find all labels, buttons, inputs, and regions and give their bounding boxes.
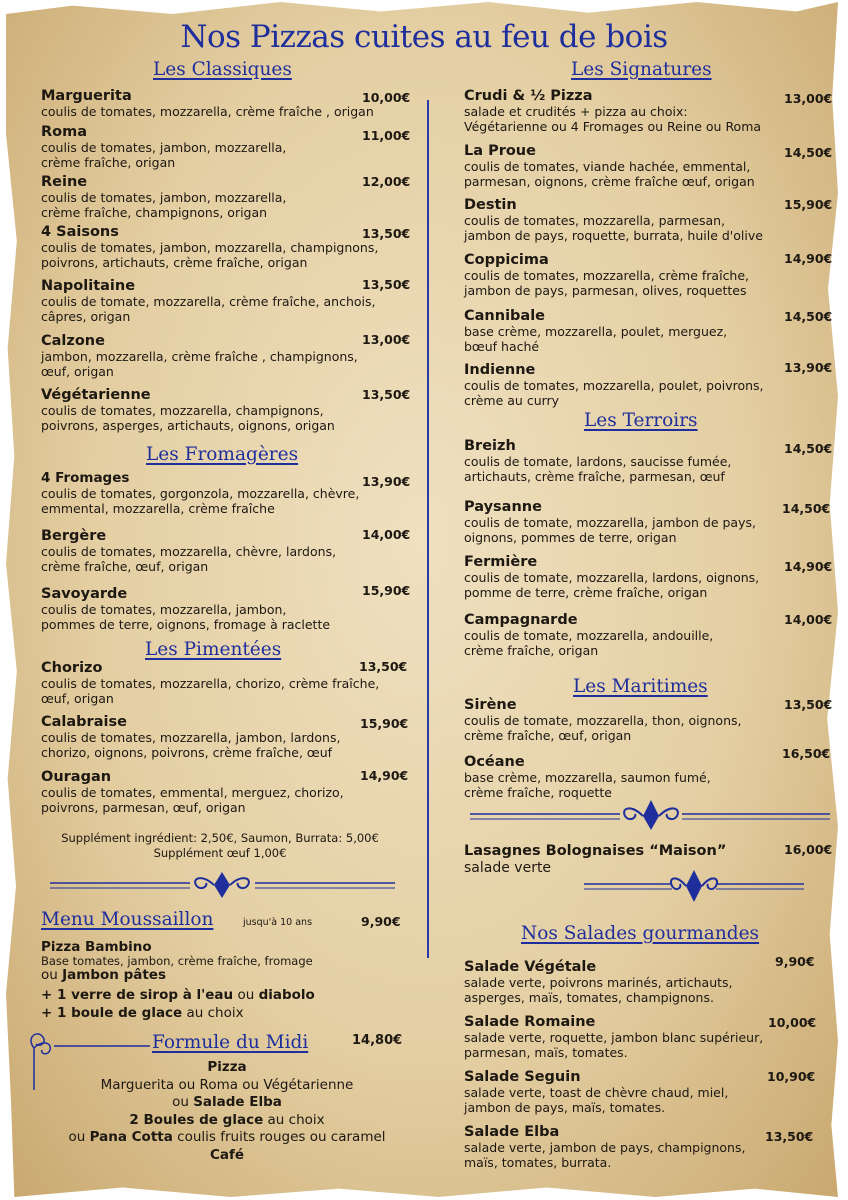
item-price: 14,90€ <box>784 559 833 574</box>
item-coppicima <box>464 252 834 298</box>
item-ouragan <box>41 769 411 815</box>
item-desc: salade verte, toast de chèvre chaud, miel, jambon de pays, maïs, tomates. <box>464 1085 729 1115</box>
item-price: 13,50€ <box>765 1129 814 1144</box>
item-price: 15,90€ <box>362 583 411 598</box>
heading-signatures: Les Signatures <box>571 59 712 80</box>
midi-coulis: coulis fruits rouges ou caramel <box>177 1129 386 1145</box>
item-desc: jambon, mozzarella, crème fraîche , champignons, œuf, origan <box>41 349 358 379</box>
item-price: 13,50€ <box>362 226 411 241</box>
item-desc: coulis de tomate, lardons, saucisse fumée, artichauts, crème fraîche, parmesan, œuf <box>464 454 732 484</box>
midi-cafe: Café <box>209 1146 245 1163</box>
moussaillon-drink <box>41 988 315 1003</box>
item-name: Salade Seguin <box>464 1069 581 1085</box>
item-name: Lasagnes Bolognaises “Maison” <box>464 843 727 859</box>
midi-pizza: Pizza <box>207 1059 247 1075</box>
item-name: Océane <box>464 754 525 770</box>
item-name: Indienne <box>464 362 536 378</box>
item-fermiere <box>464 554 834 600</box>
item-name: Roma <box>41 124 88 140</box>
item-price: 13,50€ <box>362 277 411 292</box>
or-text: ou <box>237 987 255 1003</box>
item-crudi <box>464 88 834 134</box>
item-salade-elba <box>464 1124 834 1170</box>
item-name: Végétarienne <box>41 387 151 403</box>
diabolo-text: diabolo <box>258 987 315 1003</box>
item-name: Savoyarde <box>41 586 128 602</box>
item-name: Calzone <box>41 333 105 349</box>
heading-salades: Nos Salades gourmandes <box>521 923 760 944</box>
item-price: 14,00€ <box>362 527 411 542</box>
heading-formule-midi: Formule du Midi <box>152 1032 309 1053</box>
item-price: 14,90€ <box>360 768 409 783</box>
age-note: jusqu'à 10 ans <box>243 917 313 928</box>
jambon-pates: Jambon pâtes <box>62 967 166 983</box>
item-price: 13,90€ <box>362 474 411 489</box>
item-desc: coulis de tomates, jambon, mozzarella, crème fraîche, champignons, origan <box>41 190 287 220</box>
item-desc: coulis de tomates, mozzarella, chèvre, lardons, crème fraîche, œuf, origan <box>41 544 337 574</box>
item-name: Salade Elba <box>464 1124 560 1140</box>
item-price: 13,00€ <box>784 91 833 106</box>
item-price: 14,50€ <box>784 309 833 324</box>
midi-choices: Marguerita ou Roma ou Végétarienne <box>100 1076 354 1093</box>
item-desc: coulis de tomates, mozzarella, crème fraîche , origan <box>41 104 374 119</box>
item-price: 15,90€ <box>360 716 409 731</box>
item-roma <box>41 124 411 170</box>
item-la-proue <box>464 143 834 189</box>
item-desc: coulis de tomates, mozzarella, jambon, lardons, chorizo, oignons, poivrons, crème fraîche, œuf <box>41 730 341 760</box>
heading-pimentees: Les Pimentées <box>145 639 282 660</box>
item-salade-vegetale <box>464 954 834 1005</box>
item-name: 4 Saisons <box>41 224 119 240</box>
item-name: Chorizo <box>41 660 103 676</box>
item-desc: coulis de tomates, jambon, mozzarella, crème fraîche, origan <box>41 140 287 170</box>
moussaillon-pizza-block <box>41 940 313 983</box>
heading-moussaillon: Menu Moussaillon <box>41 909 214 930</box>
item-chorizo <box>41 660 411 706</box>
heading-fromageres: Les Fromagères <box>146 444 299 465</box>
item-marguerita <box>41 88 411 120</box>
item-price: 14,00€ <box>784 612 833 627</box>
item-price: 14,50€ <box>784 145 833 160</box>
item-desc: base crème, mozzarella, poulet, merguez, bœuf haché <box>464 324 728 354</box>
heading-terroirs: Les Terroirs <box>584 410 698 431</box>
item-price: 12,00€ <box>362 174 411 189</box>
column-divider <box>427 100 429 958</box>
moussaillon-price: 9,90€ <box>361 914 401 929</box>
or-text: ou <box>68 1129 86 1145</box>
au-choix-text: au choix <box>267 1111 325 1128</box>
item-name: Coppicima <box>464 252 549 268</box>
item-name: Crudi & ½ Pizza <box>464 88 593 104</box>
item-desc: salade verte, poivrons marinés, artichauts, asperges, maïs, tomates, champignons. <box>464 975 733 1005</box>
item-name: La Proue <box>464 143 536 159</box>
item-price: 15,90€ <box>784 197 833 212</box>
item-name: Napolitaine <box>41 278 136 294</box>
heading-classiques: Les Classiques <box>153 59 292 80</box>
page-title: Nos Pizzas cuites au feu de bois <box>180 19 668 55</box>
item-price: 11,00€ <box>362 128 411 143</box>
item-name: Destin <box>464 197 517 213</box>
item-price: 16,50€ <box>782 746 831 761</box>
item-desc: coulis de tomate, mozzarella, thon, oignons, crème fraîche, œuf, origan <box>464 713 742 743</box>
item-desc: coulis de tomates, mozzarella, chorizo, crème fraîche, œuf, origan <box>41 676 380 706</box>
item-name: Sirène <box>464 697 517 713</box>
item-savoyarde <box>41 583 411 632</box>
ornament-divider-icon <box>584 866 804 906</box>
supplements-note <box>20 831 420 861</box>
item-name: Paysanne <box>464 499 542 515</box>
item-name: Ouragan <box>41 769 112 785</box>
item-price: 10,00€ <box>768 1015 817 1030</box>
item-vegetarienne <box>41 387 411 433</box>
item-price: 14,50€ <box>782 501 831 516</box>
item-breizh <box>464 438 834 484</box>
item-price: 14,50€ <box>784 441 833 456</box>
midi-details <box>40 1059 414 1164</box>
item-name: Reine <box>41 174 88 190</box>
item-price: 9,90€ <box>775 954 815 969</box>
ornament-divider-icon <box>50 868 395 904</box>
item-desc: salade verte, jambon de pays, champignons, maïs, tomates, burrata. <box>464 1140 746 1170</box>
item-price: 13,50€ <box>784 697 833 712</box>
item-cannibale <box>464 308 834 354</box>
item-price: 13,00€ <box>362 332 411 347</box>
item-desc: coulis de tomates, viande hachée, emmental, parmesan, oignons, crème fraîche œuf, origan <box>464 159 755 189</box>
item-name: Marguerita <box>41 88 132 104</box>
item-salade-seguin <box>464 1069 834 1115</box>
item-price: 10,00€ <box>362 90 411 105</box>
item-napolitaine <box>41 278 411 324</box>
au-choix-text: au choix <box>186 1005 244 1021</box>
item-campagnarde <box>464 612 834 658</box>
or-text: ou <box>41 967 58 983</box>
item-desc: coulis de tomates, mozzarella, jambon, pommes de terre, oignons, fromage à raclette <box>41 602 331 632</box>
item-desc: coulis de tomate, mozzarella, andouille, crème fraîche, origan <box>464 628 714 658</box>
item-name: Fermière <box>464 554 538 570</box>
item-price: 14,90€ <box>784 251 833 266</box>
item-desc: salade et crudités + pizza au choix: Végétarienne ou 4 Fromages ou Reine ou Roma <box>464 104 762 134</box>
moussaillon-icecream <box>41 1006 244 1021</box>
ornament-divider-icon <box>470 796 830 834</box>
item-oceane <box>464 746 834 800</box>
item-price: 16,00€ <box>784 842 833 857</box>
item-4-fromages <box>41 470 411 516</box>
item-destin <box>464 197 834 243</box>
item-bergere <box>41 528 411 574</box>
item-desc: coulis de tomates, jambon, mozzarella, champignons, poivrons, artichauts, crème fraîche, origan <box>41 240 379 270</box>
item-name: Salade Végétale <box>464 959 597 975</box>
item-desc: salade verte, roquette, jambon blanc supérieur, parmesan, maïs, tomates. <box>464 1030 764 1060</box>
item-reine <box>41 174 411 220</box>
item-desc: Base tomates, jambon, crème fraîche, fromage <box>41 954 313 968</box>
item-price: 10,90€ <box>767 1069 816 1084</box>
item-price: 13,90€ <box>784 360 833 375</box>
item-calzone <box>41 333 411 379</box>
drink-text: + 1 verre de sirop à l'eau <box>41 987 234 1003</box>
item-name: Cannibale <box>464 308 546 324</box>
midi-boules: 2 Boules de glace <box>129 1111 264 1128</box>
item-desc: coulis de tomates, gorgonzola, mozzarella, chèvre, emmental, mozzarella, crème fraîche <box>41 486 360 516</box>
item-desc: coulis de tomates, emmental, merguez, chorizo, poivrons, parmesan, œuf, origan <box>41 785 344 815</box>
item-name: Bergère <box>41 528 107 544</box>
item-desc: coulis de tomates, mozzarella, crème fraîche, jambon de pays, parmesan, olives, roquettes <box>464 268 750 298</box>
or-text: ou <box>172 1094 189 1110</box>
item-desc: base crème, mozzarella, saumon fumé, crème fraîche, roquette <box>464 770 711 800</box>
item-desc: coulis de tomate, mozzarella, jambon de pays, oignons, pommes de terre, origan <box>464 515 756 545</box>
item-name: Pizza Bambino <box>41 939 152 955</box>
item-indienne <box>464 362 834 408</box>
supplement-line: Supplément œuf 1,00€ <box>153 846 287 860</box>
icecream-text: + 1 boule de glace <box>41 1005 183 1021</box>
heading-maritimes: Les Maritimes <box>573 676 708 697</box>
item-salade-romaine <box>464 1014 834 1060</box>
item-name: Salade Romaine <box>464 1014 596 1030</box>
item-sirene <box>464 697 834 743</box>
item-name: 4 Fromages <box>41 470 130 486</box>
midi-panacotta: Pana Cotta <box>89 1129 173 1145</box>
item-desc: coulis de tomate, mozzarella, crème fraîche, anchois, câpres, origan <box>41 294 376 324</box>
item-desc: coulis de tomate, mozzarella, lardons, oignons, pomme de terre, crème fraîche, origan <box>464 570 760 600</box>
item-calabraise <box>41 714 411 760</box>
item-desc: coulis de tomates, mozzarella, poulet, poivrons, crème au curry <box>464 378 764 408</box>
item-paysanne <box>464 499 834 545</box>
item-name: Calabraise <box>41 714 127 730</box>
item-price: 13,50€ <box>359 659 408 674</box>
item-desc: salade verte <box>464 860 552 876</box>
supplement-line: Supplément ingrédient: 2,50€, Saumon, Burrata: 5,00€ <box>61 831 379 845</box>
item-price: 13,50€ <box>362 387 411 402</box>
midi-elba: Salade Elba <box>193 1094 282 1110</box>
item-name: Campagnarde <box>464 612 578 628</box>
item-name: Breizh <box>464 438 516 454</box>
midi-price: 14,80€ <box>352 1033 403 1048</box>
item-4-saisons <box>41 224 411 270</box>
item-desc: coulis de tomates, mozzarella, parmesan, jambon de pays, roquette, burrata, huile d'olive <box>464 213 763 243</box>
item-desc: coulis de tomates, mozzarella, champignons, poivrons, asperges, artichauts, oignons, origan <box>41 403 335 433</box>
